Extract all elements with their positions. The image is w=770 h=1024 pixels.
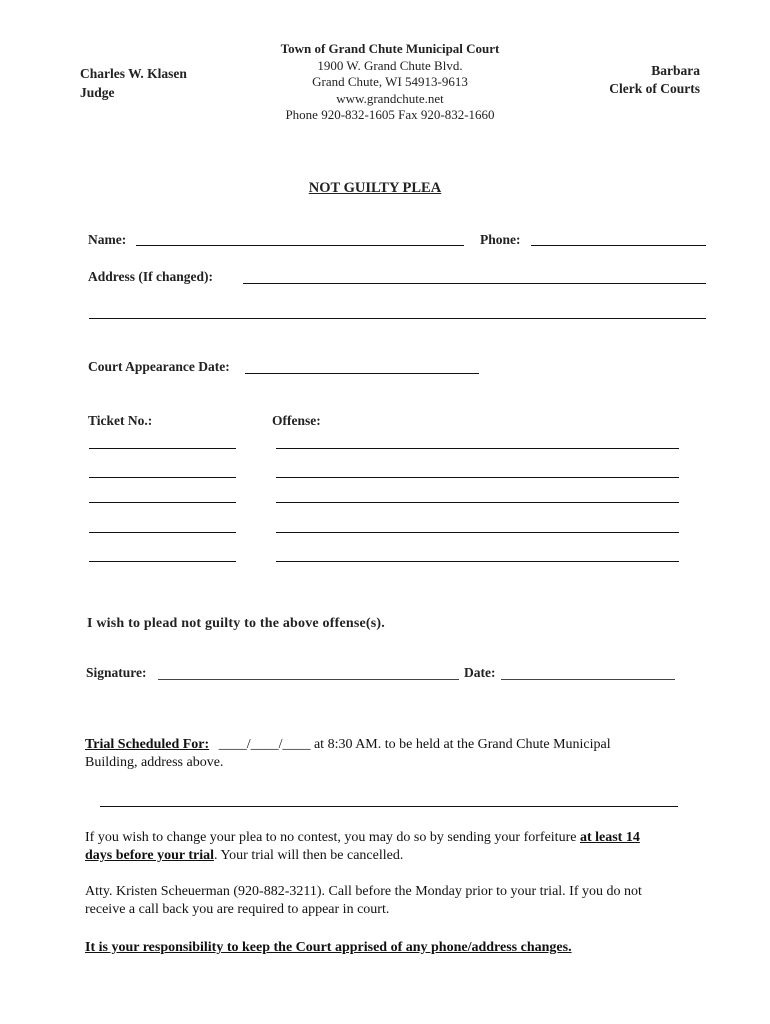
change-plea-suffix: . Your trial will then be cancelled. (213, 848, 404, 863)
judge-name: Charles W. Klasen (80, 66, 187, 81)
offense-field-3[interactable] (276, 502, 679, 503)
ticket-field-5[interactable] (89, 561, 236, 562)
divider-line (100, 806, 678, 807)
ticket-field-4[interactable] (89, 532, 236, 533)
signature-field[interactable] (158, 679, 459, 680)
attorney-notice (85, 883, 745, 919)
trial-time-text: at 8:30 AM. to be held at the Grand Chute Municipal (313, 737, 611, 752)
attorney-line1: Atty. Kristen Scheuerman (920-882-3211). Call before the Monday prior to your trial. If you do not (85, 884, 642, 899)
change-plea-bold-1: at least 14 (579, 830, 640, 845)
phone-label: Phone: (480, 232, 521, 247)
court-website: www.grandchute.net (336, 90, 444, 106)
trial-date-blank[interactable]: ____/____/____ (218, 737, 311, 752)
clerk-block (560, 62, 700, 98)
judge-title: Judge (80, 85, 115, 100)
change-plea-prefix: If you wish to change your plea to no contest, you may do so by sending your forfeiture (85, 830, 577, 845)
plea-statement: I wish to plead not guilty to the above offense(s). (87, 616, 385, 631)
clerk-name: Barbara (651, 63, 700, 78)
offense-field-1[interactable] (276, 448, 679, 449)
ticket-field-3[interactable] (89, 502, 236, 503)
name-field[interactable] (136, 245, 464, 246)
change-plea-notice (85, 829, 725, 865)
address-label: Address (If changed): (88, 269, 214, 284)
court-name: Town of Grand Chute Municipal Court (280, 41, 500, 56)
trial-scheduled-block (85, 736, 705, 772)
court-address-line2: Grand Chute, WI 54913-9613 (312, 74, 468, 89)
form-title: NOT GUILTY PLEA (308, 180, 442, 196)
clerk-title: Clerk of Courts (609, 81, 700, 96)
court-phone-fax: Phone 920-832-1605 Fax 920-832-1660 (285, 107, 495, 122)
offense-field-2[interactable] (276, 477, 679, 478)
court-header (245, 41, 535, 124)
judge-block (80, 64, 187, 102)
signature-label: Signature: (86, 665, 147, 680)
address-field-line2[interactable] (89, 318, 706, 319)
offense-field-4[interactable] (276, 532, 679, 533)
date-label: Date: (464, 665, 496, 680)
trial-location-text: Building, address above. (85, 755, 224, 770)
trial-scheduled-label: Trial Scheduled For: (85, 737, 210, 752)
change-plea-bold-2: days before your trial (85, 848, 214, 863)
date-field[interactable] (501, 679, 675, 680)
name-label: Name: (88, 232, 127, 247)
phone-field[interactable] (531, 245, 706, 246)
court-address-line1: 1900 W. Grand Chute Blvd. (317, 57, 463, 73)
responsibility-notice: It is your responsibility to keep the Court apprised of any phone/address changes. (85, 940, 572, 955)
offense-field-5[interactable] (276, 561, 679, 562)
attorney-line2: receive a call back you are required to appear in court. (85, 902, 390, 917)
ticket-field-1[interactable] (89, 448, 236, 449)
address-field-line1[interactable] (243, 283, 706, 284)
court-date-field[interactable] (245, 373, 479, 374)
ticket-field-2[interactable] (89, 477, 236, 478)
offense-label: Offense: (272, 413, 321, 428)
ticket-label: Ticket No.: (88, 413, 153, 428)
court-date-label: Court Appearance Date: (88, 359, 230, 374)
